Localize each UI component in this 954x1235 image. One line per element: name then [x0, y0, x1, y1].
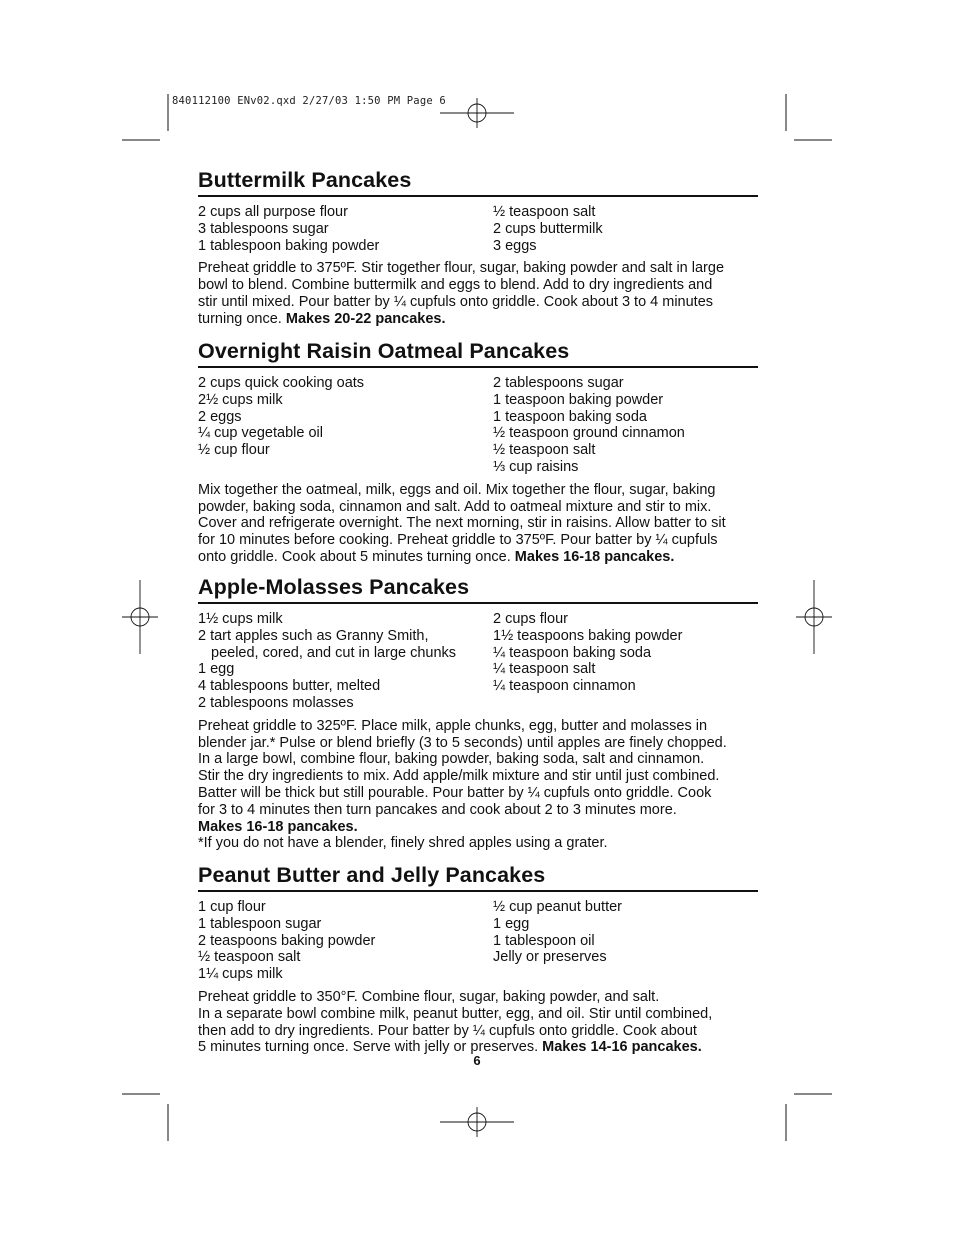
- ingredients-right-column: [493, 204, 758, 254]
- recipe-title: Buttermilk Pancakes: [198, 168, 758, 197]
- method-line: Mix together the oatmeal, milk, eggs and oil. Mix together the flour, sugar, baking: [198, 481, 716, 498]
- recipe-buttermilk-pancakes: [198, 168, 758, 328]
- ingredient: 2 eggs: [198, 408, 242, 425]
- ingredients: [198, 899, 758, 983]
- ingredient: ¼ teaspoon salt: [493, 661, 596, 678]
- recipe-note: *If you do not have a blender, finely shred apples using a grater.: [198, 835, 608, 852]
- ingredient: ½ cup flour: [198, 442, 270, 459]
- page-number: 6: [473, 1053, 481, 1068]
- ingredient: ½ teaspoon salt: [493, 442, 596, 459]
- recipe-method: [198, 260, 758, 327]
- method-line: In a separate bowl combine milk, peanut butter, egg, and oil. Stir until combined,: [198, 1005, 713, 1022]
- recipe-title: Overnight Raisin Oatmeal Pancakes: [198, 339, 758, 368]
- ingredient: 1¼ cups milk: [198, 966, 283, 983]
- ingredient: 1½ teaspoons baking powder: [493, 627, 683, 644]
- recipe-peanut-butter-and-jelly-pancakes: [198, 863, 758, 1056]
- method-line: turning once.: [198, 310, 286, 327]
- ingredient: ⅓ cup raisins: [493, 458, 579, 475]
- ingredient: 1½ cups milk: [198, 611, 283, 627]
- ingredient: 3 tablespoons sugar: [198, 220, 329, 237]
- recipe-yield: Makes 16-18 pancakes.: [514, 548, 675, 565]
- method-line: stir until mixed. Pour batter by ¼ cupfuls onto griddle. Cook about 3 to 4 minutes: [198, 293, 714, 310]
- recipe-method: [198, 482, 758, 566]
- ingredients: [198, 611, 758, 712]
- ingredients: [198, 204, 758, 254]
- ingredient: 1 egg: [198, 661, 235, 678]
- ingredient: 2 tablespoons molasses: [198, 694, 354, 711]
- ingredient: 1 tablespoon baking powder: [198, 237, 380, 254]
- method-line: for 10 minutes before cooking. Preheat griddle to 375ºF. Pour batter by ¼ cupfuls: [198, 532, 718, 549]
- method-line: Preheat griddle to 350°F. Combine flour, sugar, baking powder, and salt.: [198, 988, 660, 1005]
- ingredient: 2 tart apples such as Granny Smith,: [198, 627, 429, 644]
- ingredient: 2 cups flour: [493, 611, 568, 627]
- ingredients: [198, 375, 758, 476]
- ingredient: 1 teaspoon baking powder: [493, 391, 664, 408]
- recipe-apple-molasses-pancakes: [198, 575, 758, 852]
- ingredient: ¼ teaspoon baking soda: [493, 644, 652, 661]
- method-line: for 3 to 4 minutes then turn pancakes and cook about 2 to 3 minutes more.: [198, 801, 677, 818]
- recipe-yield: Makes 16-18 pancakes.: [198, 818, 358, 835]
- method-line: In a large bowl, combine flour, baking powder, baking soda, salt and cinnamon.: [198, 751, 705, 768]
- ingredient: 2 cups quick cooking oats: [198, 375, 365, 391]
- ingredient: 1 egg: [493, 915, 530, 932]
- file-slug: 840112100 ENv02.qxd 2/27/03 1:50 PM Page 6: [172, 95, 446, 107]
- ingredients-left-column: [198, 204, 493, 254]
- ingredient: 1 teaspoon baking soda: [493, 408, 647, 425]
- ingredient: 2 tablespoons sugar: [493, 375, 624, 391]
- ingredient: 2 cups buttermilk: [493, 220, 603, 237]
- recipe-method: [198, 718, 758, 852]
- recipe-yield: Makes 14-16 pancakes.: [542, 1039, 702, 1056]
- ingredient: 3 eggs: [493, 237, 537, 254]
- ingredient: ½ cup peanut butter: [493, 899, 622, 915]
- method-line: onto griddle. Cook about 5 minutes turning once.: [198, 548, 515, 565]
- method-line: bowl to blend. Combine buttermilk and eggs to blend. Add to dry ingredients and: [198, 277, 713, 294]
- recipe-yield: Makes 20-22 pancakes.: [285, 310, 446, 327]
- ingredient: ½ teaspoon ground cinnamon: [493, 425, 685, 442]
- recipe-title: Peanut Butter and Jelly Pancakes: [198, 863, 758, 892]
- ingredient: 1 tablespoon oil: [493, 932, 595, 949]
- ingredient: ½ teaspoon salt: [493, 204, 596, 220]
- ingredient: peeled, cored, and cut in large chunks: [211, 644, 457, 661]
- ingredient: 1 cup flour: [198, 899, 266, 915]
- ingredient: 2 cups all purpose flour: [198, 204, 348, 220]
- ingredient: ½ teaspoon salt: [198, 949, 301, 966]
- method-line: then add to dry ingredients. Pour batter by ¼ cupfuls onto griddle. Cook about: [198, 1022, 697, 1039]
- ingredient: 2½ cups milk: [198, 391, 283, 408]
- method-line: Stir the dry ingredients to mix. Add apple/milk mixture and stir until just combined.: [198, 768, 720, 785]
- method-line: Batter will be thick but still pourable. Pour batter by ¼ cupfuls onto griddle. Cook: [198, 784, 712, 801]
- ingredient: 1 tablespoon sugar: [198, 915, 322, 932]
- recipe-method: [198, 989, 758, 1056]
- ingredients-right-column: [493, 899, 758, 983]
- method-line: Cover and refrigerate overnight. The next morning, stir in raisins. Allow batter to sit: [198, 515, 726, 532]
- ingredient: ¼ teaspoon cinnamon: [493, 678, 636, 695]
- ingredient: Jelly or preserves: [493, 949, 607, 966]
- ingredients-left-column: [198, 611, 493, 712]
- ingredients-right-column: [493, 375, 758, 476]
- ingredient: 2 teaspoons baking powder: [198, 932, 376, 949]
- recipe-title: Apple-Molasses Pancakes: [198, 575, 758, 604]
- method-line: Preheat griddle to 325ºF. Place milk, apple chunks, egg, butter and molasses in: [198, 717, 708, 734]
- ingredients-left-column: [198, 375, 493, 476]
- ingredient: 4 tablespoons butter, melted: [198, 678, 381, 695]
- ingredients-right-column: [493, 611, 758, 712]
- ingredient: ¼ cup vegetable oil: [198, 425, 323, 442]
- method-line: powder, baking soda, cinnamon and salt. Add to oatmeal mixture and stir to mix.: [198, 498, 712, 515]
- ingredients-left-column: [198, 899, 493, 983]
- method-line: Preheat griddle to 375ºF. Stir together flour, sugar, baking powder and salt in large: [198, 260, 725, 277]
- method-line: 5 minutes turning once. Serve with jelly or preserves.: [198, 1039, 543, 1056]
- method-line: blender jar.* Pulse or blend briefly (3 to 5 seconds) until apples are finely chopped.: [198, 734, 727, 751]
- recipe-overnight-raisin-oatmeal-pancakes: [198, 339, 758, 566]
